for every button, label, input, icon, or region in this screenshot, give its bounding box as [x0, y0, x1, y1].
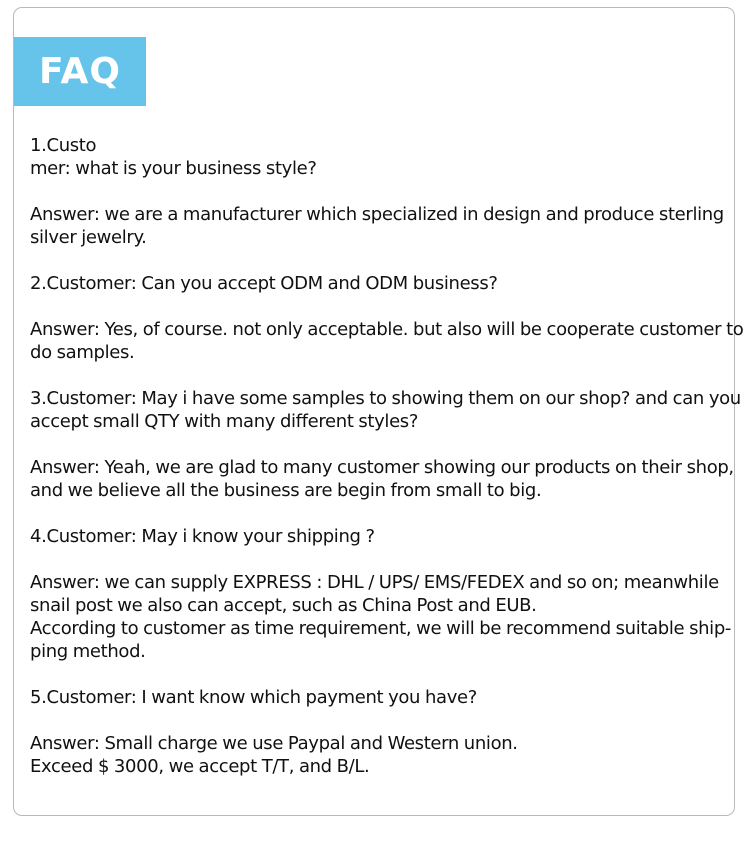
spacer	[30, 433, 730, 456]
spacer	[30, 295, 730, 318]
question-1-line-1: 1.Custo	[30, 135, 97, 156]
answer-4-line-1: Answer: we can supply EXPRESS : DHL / UPS/ EMS/FEDEX and so on; meanwhile	[30, 572, 719, 593]
faq-badge: FAQ	[14, 37, 146, 106]
faq-card	[13, 7, 744, 816]
spacer	[30, 180, 730, 203]
spacer	[30, 502, 730, 525]
answer-1-line-2: silver jewelry.	[30, 227, 147, 248]
answer-2-line-2: do samples.	[30, 342, 135, 363]
faq-content	[30, 134, 744, 778]
answer-5-line-1: Answer: Small charge we use Paypal and Western union.	[30, 733, 518, 754]
answer-3-line-1: Answer: Yeah, we are glad to many customer showing our products on their shop,	[30, 457, 734, 478]
answer-3-line-2: and we believe all the business are begin from small to big.	[30, 480, 542, 501]
spacer	[30, 364, 730, 387]
answer-4-line-4: ping method.	[30, 641, 146, 662]
question-3-line-1: 3.Customer: May i have some samples to showing them on our shop? and can you	[30, 388, 741, 409]
question-3-line-2: accept small QTY with many different styles?	[30, 411, 419, 432]
spacer	[30, 249, 730, 272]
answer-5-line-2: Exceed $ 3000, we accept T/T, and B/L.	[30, 756, 370, 777]
spacer	[30, 663, 730, 686]
question-4-line-1: 4.Customer: May i know your shipping ?	[30, 526, 375, 547]
spacer	[30, 548, 730, 571]
answer-4-line-2: snail post we also can accept, such as China Post and EUB.	[30, 595, 537, 616]
answer-4-line-3: According to customer as time requirement, we will be recommend suitable ship-	[30, 618, 732, 639]
question-1-line-2: mer: what is your business style?	[30, 158, 317, 179]
answer-1-line-1: Answer: we are a manufacturer which specialized in design and produce sterling	[30, 204, 724, 225]
spacer	[30, 709, 730, 732]
question-5-line-1: 5.Customer: I want know which payment you have?	[30, 687, 477, 708]
question-2-line-1: 2.Customer: Can you accept ODM and ODM business?	[30, 273, 498, 294]
answer-2-line-1: Answer: Yes, of course. not only acceptable. but also will be cooperate customer to	[30, 319, 744, 340]
